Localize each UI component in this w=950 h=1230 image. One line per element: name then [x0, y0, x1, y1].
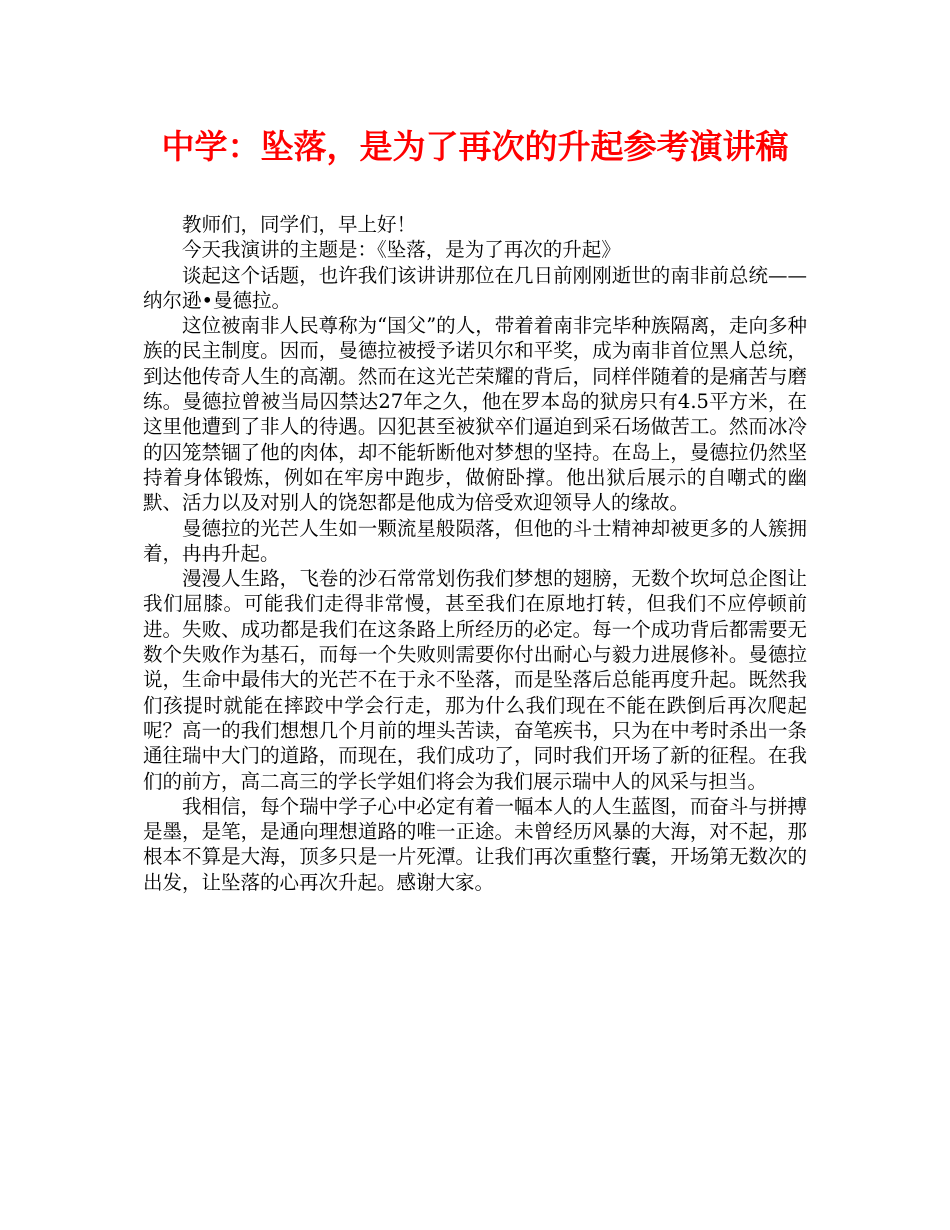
paragraph-mandela-story: 这位被南非人民尊称为“国父”的人，带着着南非完毕种族隔离，走向多种族的民主制度。因而，曼德拉被授予诺贝尔和平奖，成为南非首位黑人总统，到达他传奇人生的高潮。然而在这光芒荣耀的背后，同样伴随着的是痛苦与磨练。曼德拉曾被当局囚禁达27年之久，他在罗本岛的狱房只有4.5平方米，在这里他遭到了非人的待遇。囚犯甚至被狱卒们逼迫到采石场做苦工。然而冰冷的囚笼禁锢了他的肉体，却不能斩断他对梦想的坚持。在岛上，曼德拉仍然坚持着身体锻炼，例如在牢房中跑步，做俯卧撑。他出狱后展示的自嘲式的幽默、活力以及对别人的饶恕都是他成为倍受欢迎领导人的缘故。: [143, 314, 807, 515]
document-title: 中学：坠落，是为了再次的升起参考演讲稿: [161, 127, 789, 166]
paragraph-closing: 我相信，每个瑞中学子心中必定有着一幅本人的人生蓝图，而奋斗与拼搏是墨，是笔，是通向理想道路的唯一正途。未曾经历风暴的大海，对不起，那根本不算是大海，顶多只是一片死潭。让我们再次重整行囊，开场第无数次的出发，让坠落的心再次升起。感谢大家。: [143, 794, 807, 894]
paragraph-intro: 谈起这个话题，也许我们该讲讲那位在几日前刚刚逝世的南非前总统——纳尔逊•曼德拉。: [143, 263, 807, 312]
document-body: [143, 212, 807, 895]
paragraph-greeting: 教师们，同学们，早上好！: [182, 213, 417, 236]
paragraph-life-road: 漫漫人生路，飞卷的沙石常常划伤我们梦想的翅膀，无数个坎坷总企图让我们屈膝。可能我们走得非常慢，甚至我们在原地打转，但我们不应停顿前进。失败、成功都是我们在这条路上所经历的必定。每一个成功背后都需要无数个失败作为基石，而每一个失败则需要你付出耐心与毅力进展修补。曼德拉说，生命中最伟大的光芒不在于永不坠落，而是坠落后总能再度升起。既然我们孩提时就能在摔跤中学会行走，那为什么我们现在不能在跌倒后再次爬起呢？高一的我们想想几个月前的埋头苦读，奋笔疾书，只为在中考时杀出一条通往瑞中大门的道路，而现在，我们成功了，同时我们开场了新的征程。在我们的前方，高二高三的学长学姐们将会为我们展示瑞中人的风采与担当。: [143, 567, 807, 793]
paragraph-topic: 今天我演讲的主题是：《坠落，是为了再次的升起》: [182, 238, 621, 262]
paragraph-meteor: 曼德拉的光芒人生如一颗流星般陨落，但他的斗士精神却被更多的人簇拥着，冉冉升起。: [143, 516, 807, 565]
